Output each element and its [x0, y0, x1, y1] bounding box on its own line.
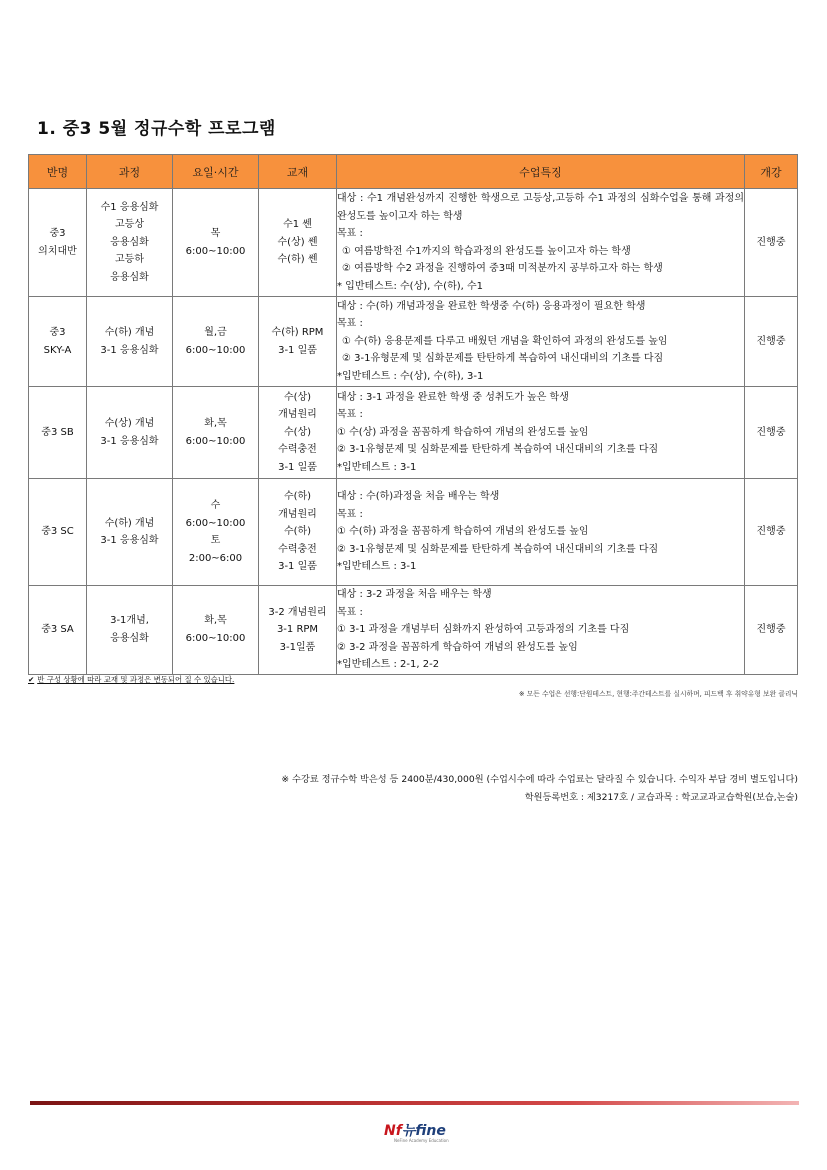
class-name-cell: 중3 의치대반 [29, 189, 87, 297]
class-name-cell: 중3 SB [29, 387, 87, 479]
course-cell: 수(하) 개념 3-1 응용심화 [87, 479, 173, 586]
class-features-cell: 대상 : 3-1 과정을 완료한 학생 중 성취도가 높은 학생 목표 : ① 수(상) 과정을 꼼꼼하게 학습하여 개념의 완성도를 높임 ② 3-1유형문제 및 심화문제를 탄탄하게 복습하여 내신대비의 기초를 다짐 *입반테스트 : 3-1 [337, 387, 745, 479]
header-course: 과정 [87, 155, 173, 189]
logo-mark: Nf [384, 1123, 402, 1139]
table-header-row [29, 155, 798, 189]
tuition-note: ※ 수강료 정규수학 박은성 등 2400분/430,000원 (수업시수에 따라 수업료는 달라질 수 있습니다. 수익자 부담 경비 별도입니다) [281, 774, 798, 785]
table-row [29, 387, 798, 479]
schedule-cell: 화,목 6:00~10:00 [173, 387, 259, 479]
status-cell: 진행중 [745, 297, 798, 387]
class-features-cell: 대상 : 수(하)과정을 처음 배우는 학생 목표 : ① 수(하) 과정을 꼼꼼하게 학습하여 개념의 완성도를 높임 ② 3-1유형문제 및 심화문제를 탄탄하게 복습하여 내신대비의 기초를 다짐 *입반테스트 : 3-1 [337, 479, 745, 586]
textbook-cell: 수(하) 개념원리 수(하) 수력충전 3-1 일품 [259, 479, 337, 586]
header-class-name: 반명 [29, 155, 87, 189]
logo-text: 뉴fine [401, 1123, 446, 1139]
class-name-cell: 중3 SKY-A [29, 297, 87, 387]
program-table [28, 154, 798, 675]
schedule-cell: 수 6:00~10:00 토 2:00~6:00 [173, 479, 259, 586]
logo-tagline: NeFine Academy Education [394, 1138, 449, 1143]
schedule-cell: 목 6:00~10:00 [173, 189, 259, 297]
status-cell: 진행중 [745, 479, 798, 586]
class-features-cell: 대상 : 3-2 과정을 처음 배우는 학생 목표 : ① 3-1 과정을 개념부터 심화까지 완성하여 고등과정의 기초를 다짐 ② 3-2 과정을 꼼꼼하게 학습하여 개념의 완성도를 높임 *입반테스트 : 2-1, 2-2 [337, 586, 745, 675]
page-title: 1. 중3 5월 정규수학 프로그램 [37, 119, 276, 139]
header-opening: 개강 [745, 155, 798, 189]
textbook-cell: 수(하) RPM 3-1 일품 [259, 297, 337, 387]
textbook-cell: 3-2 개념원리 3-1 RPM 3-1일품 [259, 586, 337, 675]
class-features-cell: 대상 : 수(하) 개념과정을 완료한 학생중 수(하) 응용과정이 필요한 학생 목표 : ① 수(하) 응용문제를 다루고 배웠던 개념을 확인하여 과정의 완성도를 높임 ② 3-1유형문제 및 심화문제를 탄탄하게 복습하여 내신대비의 기초를 다짐 *입반테스트 : 수(상), 수(하), 3-1 [337, 297, 745, 387]
table-row [29, 297, 798, 387]
academy-logo [384, 1120, 449, 1143]
table-row [29, 479, 798, 586]
footer-divider [30, 1101, 799, 1105]
course-cell: 3-1개념, 응용심화 [87, 586, 173, 675]
schedule-cell: 월,금 6:00~10:00 [173, 297, 259, 387]
status-cell: 진행중 [745, 586, 798, 675]
table-row [29, 189, 798, 297]
status-cell: 진행중 [745, 189, 798, 297]
class-features-cell: 대상 : 수1 개념완성까지 진행한 학생으로 고등상,고등하 수1 과정의 심화수업을 통해 과정의 완성도를 높이고자 하는 학생 목표 : ① 여름방학전 수1까지의 학습과정의 완성도를 높이고자 하는 학생 ② 여름방학 수2 과정을 진행하여 중3때 미적분까지 공부하고자 하는 학생 * 입반테스트: 수(상), 수(하), 수1 [337, 189, 745, 297]
header-schedule: 요일·시간 [173, 155, 259, 189]
course-cell: 수(상) 개념 3-1 응용심화 [87, 387, 173, 479]
course-cell: 수1 응용심화 고등상 응용심화 고등하 응용심화 [87, 189, 173, 297]
header-textbook: 교재 [259, 155, 337, 189]
header-class-features: 수업특징 [337, 155, 745, 189]
textbook-cell: 수1 쎈 수(상) 쎈 수(하) 쎈 [259, 189, 337, 297]
class-change-note-text: 반 구성 상황에 따라 교재 및 과정은 변동되어 질 수 있습니다. [37, 675, 235, 684]
class-name-cell: 중3 SC [29, 479, 87, 586]
class-name-cell: 중3 SA [29, 586, 87, 675]
test-policy-note: ※ 모든 수업은 선행:단원테스트, 현행:주간테스트를 실시하며, 피드백 후 취약유형 보완 클리닉 [518, 690, 798, 698]
class-change-note [28, 674, 234, 685]
status-cell: 진행중 [745, 387, 798, 479]
course-cell: 수(하) 개념 3-1 응용심화 [87, 297, 173, 387]
schedule-cell: 화,목 6:00~10:00 [173, 586, 259, 675]
textbook-cell: 수(상) 개념원리 수(상) 수력충전 3-1 일품 [259, 387, 337, 479]
registration-info: 학원등록번호 : 제3217호 / 교습과목 : 학교교과교습학원(보습,논술) [524, 792, 798, 803]
check-icon: ✔ [28, 675, 35, 684]
table-row [29, 586, 798, 675]
